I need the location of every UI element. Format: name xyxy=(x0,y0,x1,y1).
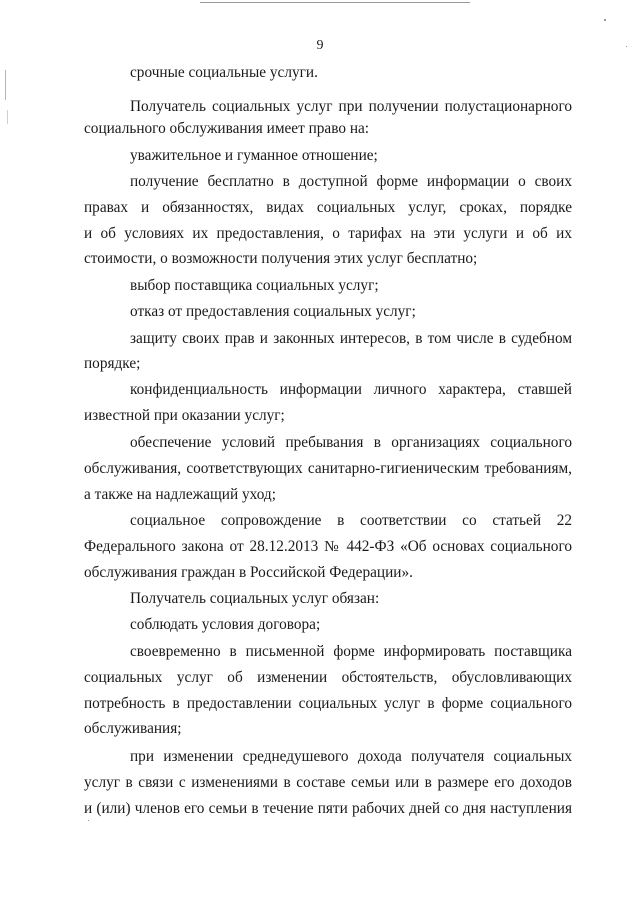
text-line: получение бесплатно в доступной форме информации о своих xyxy=(130,173,572,190)
text-line: защиту своих прав и законных интересов, в том числе в судебном xyxy=(130,330,572,347)
text-line: услуг в связи с изменениями в составе семьи или в размере его доходов xyxy=(84,774,572,791)
text-line: срочные социальные услуги. xyxy=(130,64,318,81)
text-line: отказ от предоставления социальных услуг; xyxy=(130,303,416,320)
text-line: потребность в предоставлении социальных услуг в форме социального xyxy=(84,695,572,712)
text-line: стоимости, о возможности получения этих услуг бесплатно; xyxy=(84,250,478,267)
text-line: обслуживания граждан в Российской Федерации». xyxy=(84,564,413,581)
text-line: порядке; xyxy=(84,355,141,372)
text-line: а также на надлежащий уход; xyxy=(84,486,276,503)
page-number: 9 xyxy=(316,38,324,53)
text-line: известной при оказании услуг; xyxy=(84,407,285,424)
text-line: конфиденциальность информации личного характера, ставшей xyxy=(130,381,572,398)
scan-speck xyxy=(88,820,89,821)
text-line: социальное сопровождение в соответствии со статьей 22 xyxy=(130,512,572,529)
text-line: обеспечение условий пребывания в организациях социального xyxy=(130,434,572,451)
text-line: обслуживания; xyxy=(84,720,182,737)
scan-speck xyxy=(604,19,606,21)
scan-left-mark-2 xyxy=(7,110,8,124)
text-line: выбор поставщика социальных услуг; xyxy=(130,277,379,294)
text-line: своевременно в письменной форме информировать поставщика xyxy=(130,643,572,660)
scan-left-mark xyxy=(5,70,6,100)
text-line: социальных услуг об изменении обстоятельств, обусловливающих xyxy=(84,669,572,686)
text-line: и (или) членов его семьи в течение пяти рабочих дней со дня наступления xyxy=(84,800,572,817)
scan-top-rule xyxy=(200,2,470,3)
text-line: обслуживания, соответствующих санитарно-гигиеническим требованиям, xyxy=(84,460,572,477)
text-line: Федерального закона от 28.12.2013 № 442-ФЗ «Об основах социального xyxy=(84,538,572,555)
text-line: социального обслуживания имеет право на: xyxy=(84,120,370,137)
text-line: Получатель социальных услуг обязан: xyxy=(130,590,380,607)
text-line: Получатель социальных услуг при получении полустационарного xyxy=(130,98,572,115)
text-line: правах и обязанностях, видах социальных услуг, сроках, порядке xyxy=(84,199,572,216)
text-line: соблюдать условия договора; xyxy=(130,616,321,633)
text-line: и об условиях их предоставления, о тарифах на эти услуги и об их xyxy=(84,225,572,242)
text-line: при изменении среднедушевого дохода получателя социальных xyxy=(130,748,572,765)
text-line: уважительное и гуманное отношение; xyxy=(130,147,378,164)
